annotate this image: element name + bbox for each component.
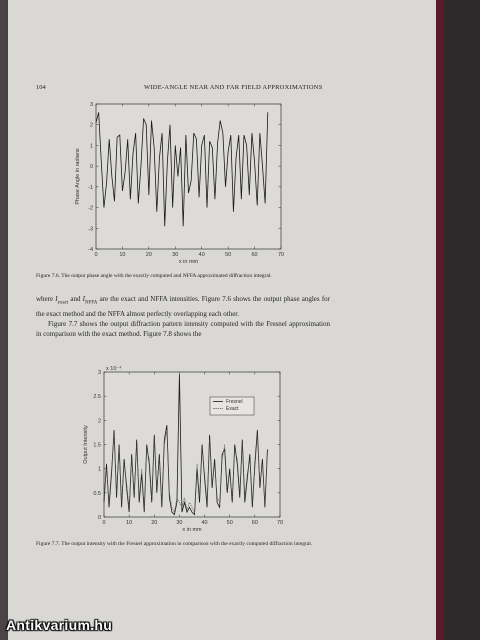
y-tick-label: 1 <box>89 143 93 150</box>
x-tick-label: 30 <box>176 520 183 526</box>
x-tick-label: 30 <box>172 252 179 258</box>
y-tick-label: 0 <box>97 515 101 521</box>
x-tick-label: 10 <box>126 520 133 526</box>
x-tick-label: 10 <box>119 252 126 258</box>
x-tick-label: 20 <box>151 520 158 526</box>
y-axis-label: Output Intensity <box>83 425 89 464</box>
y-tick-label: -1 <box>88 184 93 191</box>
para1-part-a: where <box>36 295 56 303</box>
x-tick-label: 70 <box>277 252 285 258</box>
x-tick-label: 40 <box>201 520 208 526</box>
x-tick-label: 0 <box>94 252 98 258</box>
para1-part-b: and <box>68 295 83 303</box>
plot-frame <box>104 372 280 517</box>
caption-label: Figure 7.7. <box>36 541 60 547</box>
y-tick-label: 2 <box>97 418 101 425</box>
y-tick-label: -2 <box>88 205 93 212</box>
paragraph-2: Figure 7.7 shows the output diffraction pattern intensity computed with the Fresnel approximation in comparison with the exact method. Figure 7.8 shows the <box>36 319 330 338</box>
figure-7-6-chart <box>75 102 284 265</box>
x-tick-label: 40 <box>198 252 205 258</box>
x-tick-label: 60 <box>251 520 258 526</box>
para1-sub-1: exact <box>57 300 69 306</box>
para1-part-c: are the exact and NFFA intensities. Figure 7.6 shows the output phase angles for the exact method and the NFFA almost perfectly overlapping each other. <box>36 295 330 318</box>
y-tick-label: -3 <box>88 226 93 233</box>
caption-label: Figure 7.6. <box>36 273 60 279</box>
x-tick-label: 70 <box>276 520 284 526</box>
y-tick-label: 0.5 <box>93 490 101 497</box>
x-tick-label: 50 <box>225 252 232 258</box>
y-tick-label: -4 <box>88 247 93 253</box>
y-tick-label: 1 <box>97 466 101 473</box>
plot-frame <box>96 104 281 249</box>
y-tick-label: 1.5 <box>93 442 101 449</box>
para1-var-1: I <box>55 295 58 303</box>
legend-entry-fresnel: Fresnel <box>226 399 243 405</box>
x-axis-label: x in mm <box>182 527 202 533</box>
para1-var-2: I <box>82 295 85 303</box>
y-tick-label: 3 <box>97 370 101 376</box>
y-tick-label: 2 <box>89 122 93 129</box>
x-axis-label: x in mm <box>178 259 199 265</box>
y-tick-label: 2.5 <box>93 394 101 401</box>
x-tick-label: 60 <box>251 252 258 258</box>
figure-7-7-caption <box>36 540 336 548</box>
y-axis-label: Phase Angle in radians <box>75 148 81 205</box>
y-multiplier-label: x 10⁻⁴ <box>106 366 122 372</box>
x-tick-label: 50 <box>226 520 233 526</box>
watermark: Antikvarium.hu <box>6 617 113 633</box>
paragraph-1 <box>36 294 330 319</box>
y-tick-label: 3 <box>89 102 93 108</box>
x-tick-label: 20 <box>145 252 152 258</box>
page-number: 104 <box>36 84 46 91</box>
figure-7-7-chart <box>83 365 283 533</box>
x-tick-label: 0 <box>102 520 106 526</box>
body-text <box>36 294 330 339</box>
caption-text: The output intensity with the Fresnel approximation in comparison with the exactly computed diffraction integral. <box>61 541 313 547</box>
caption-text: The output phase angle with the exactly computed and NFFA approximated diffraction integral. <box>61 273 272 279</box>
legend-entry-exact: Exact <box>226 406 239 412</box>
para1-sub-2: NFFA <box>84 300 98 306</box>
running-title: WIDE-ANGLE NEAR AND FAR FIELD APPROXIMATIONS <box>144 84 323 91</box>
figure-7-6-caption <box>36 272 336 280</box>
y-tick-label: 0 <box>89 164 93 171</box>
